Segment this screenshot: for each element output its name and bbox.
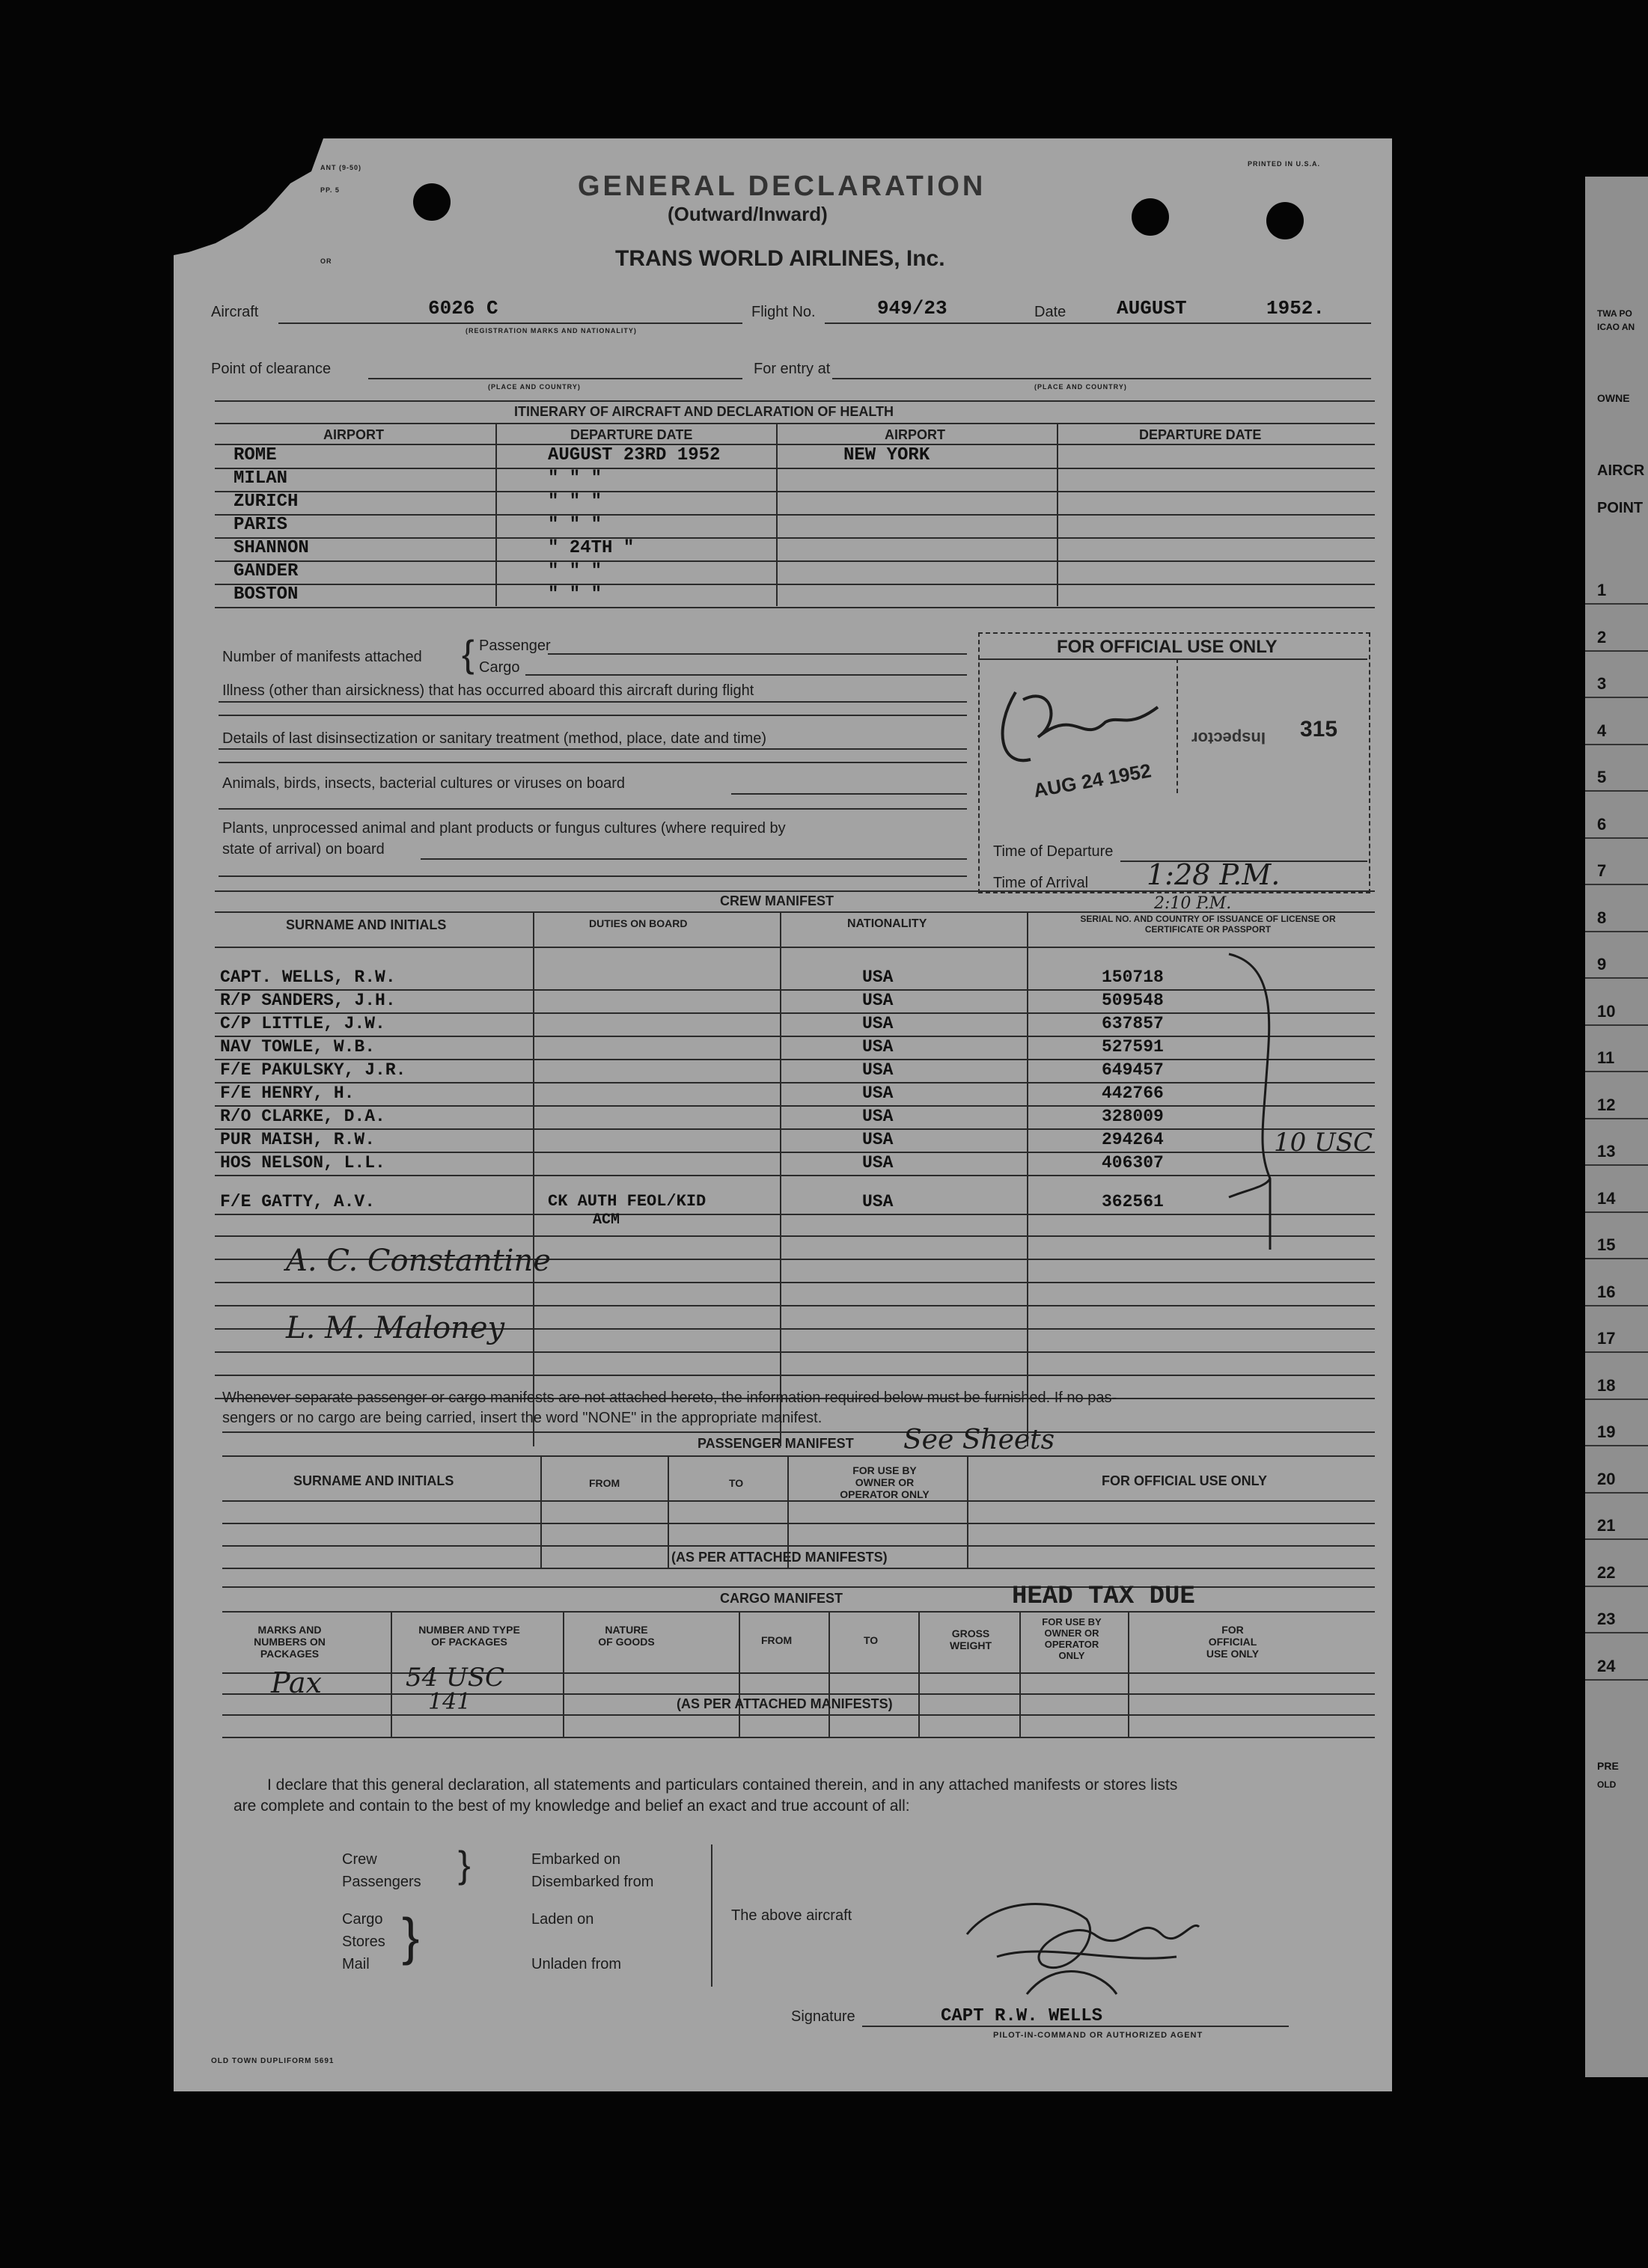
crew-bracket [1225, 950, 1330, 1250]
side-row-number: 8 [1597, 908, 1607, 927]
side-row-line [1585, 884, 1648, 885]
passenger-col-from: FROM [589, 1477, 620, 1489]
official-title: FOR OFFICIAL USE ONLY [1057, 637, 1278, 657]
cargo-title: CARGO MANIFEST [720, 1591, 843, 1606]
crew-serial: 509548 [1102, 991, 1164, 1010]
side-row-number: 4 [1597, 721, 1607, 740]
itinerary-date: " 24TH " [548, 538, 635, 558]
brace: } [402, 1907, 420, 1966]
crew-serial: 150718 [1102, 968, 1164, 987]
side-row-line [1585, 790, 1648, 792]
itinerary-date: " " " [548, 492, 602, 512]
crew-duty-2: ACM [593, 1211, 620, 1229]
entry-caption: (PLACE AND COUNTRY) [1034, 383, 1127, 391]
itinerary-row-line [215, 584, 1375, 585]
side-row-line [1585, 1258, 1648, 1259]
form-code: PP. 5 [320, 186, 340, 194]
itinerary-date: " " " [548, 561, 602, 581]
aircraft-value: 6026 C [428, 297, 498, 320]
cargo-attached: (AS PER ATTACHED MANIFESTS) [677, 1696, 893, 1711]
crew-nationality: USA [862, 1060, 894, 1080]
crew-name: NAV TOWLE, W.B. [220, 1037, 376, 1057]
side-row-number: 7 [1597, 861, 1607, 880]
form-code: ANT (9-50) [320, 164, 362, 171]
col-airport: AIRPORT [323, 427, 384, 442]
itinerary-row-line [215, 537, 1375, 539]
crew-serial: 442766 [1102, 1083, 1164, 1103]
notice-line-2: sengers or no cargo are being carried, insert the word "NONE" in the appropriate manifest. [222, 1410, 823, 1426]
footer-code: OLD TOWN DUPLIFORM 5691 [211, 2057, 335, 2065]
side-row-line [1585, 1164, 1648, 1166]
side-row-line [1585, 1118, 1648, 1119]
side-row-line [1585, 697, 1648, 698]
crew-blank-line [215, 1235, 1375, 1237]
side-row-line [1585, 1211, 1648, 1213]
decl-mail: Mail [342, 1956, 370, 1972]
cargo-col-owner: FOR USE BY OWNER OR OPERATOR ONLY [1042, 1616, 1102, 1661]
crew-title: CREW MANIFEST [720, 893, 834, 908]
cargo-hw-marks: Pax [271, 1666, 322, 1699]
decl-embarked: Embarked on [531, 1851, 620, 1868]
clearance-caption: (PLACE AND COUNTRY) [488, 383, 581, 391]
decl-cargo: Cargo [342, 1911, 383, 1928]
crew-nationality: USA [862, 1192, 894, 1211]
side-label: AIRCR [1597, 462, 1645, 479]
crew-nationality: USA [862, 1153, 894, 1173]
side-row-line [1585, 1586, 1648, 1587]
side-row-line [1585, 1305, 1648, 1306]
cargo-col-weight: GROSS WEIGHT [950, 1627, 992, 1651]
cargo-col-nature: NATURE OF GOODS [598, 1624, 655, 1648]
crew-nationality: USA [862, 991, 894, 1010]
col-departure: DEPARTURE DATE [570, 427, 693, 442]
crew-nationality: USA [862, 1083, 894, 1103]
punch-hole [413, 183, 451, 221]
side-label: OLD [1597, 1779, 1617, 1790]
printed-note: PRINTED IN U.S.A. [1248, 160, 1321, 168]
side-row-number: 23 [1597, 1610, 1616, 1628]
itinerary-row-line [215, 560, 1375, 562]
itinerary-row-line [215, 468, 1375, 469]
itinerary-date: " " " [548, 515, 602, 535]
decl-disembarked: Disembarked from [531, 1874, 654, 1890]
col-airport-2: AIRPORT [885, 427, 945, 442]
document-subtitle: (Outward/Inward) [668, 203, 828, 225]
departure-time-label: Time of Departure [993, 843, 1114, 860]
notice-line-1: Whenever separate passenger or cargo manifests are not attached hereto, the information required below must be furnished. If no pas- [222, 1390, 1117, 1406]
signature-label: Signature [791, 2008, 855, 2025]
punch-hole [1266, 202, 1304, 239]
head-tax-stamp: HEAD TAX DUE [1012, 1583, 1195, 1611]
official-signature [986, 677, 1180, 782]
cargo-col-to: TO [864, 1634, 879, 1646]
entry-label: For entry at [754, 361, 831, 377]
itinerary-airport-2: NEW YORK [843, 445, 930, 465]
captain-signature [952, 1889, 1206, 2009]
crew-col-name: SURNAME AND INITIALS [286, 917, 447, 932]
crew-nationality: USA [862, 1014, 894, 1033]
itinerary-airport: MILAN [234, 468, 288, 489]
crew-nationality: USA [862, 1107, 894, 1126]
passenger-label: Passenger [479, 638, 551, 654]
disinsect-label: Details of last disinsectization or sanitary treatment (method, place, date and time) [222, 730, 767, 747]
cargo-label: Cargo [479, 659, 520, 676]
itinerary-airport: ROME [234, 445, 277, 465]
flight-label: Flight No. [751, 304, 816, 320]
crew-col-serial: SERIAL NO. AND COUNTRY OF ISSUANCE OF LICENSE OR CERTIFICATE OR PASSPORT [1080, 914, 1336, 935]
cargo-col-marks: MARKS AND NUMBERS ON PACKAGES [254, 1624, 326, 1660]
decl-crew: Crew [342, 1851, 377, 1868]
crew-row-line [215, 1128, 1375, 1130]
signature-caption: PILOT-IN-COMMAND OR AUTHORIZED AGENT [993, 2031, 1203, 2040]
passenger-attached: (AS PER ATTACHED MANIFESTS) [671, 1550, 888, 1565]
aircraft-label: Aircraft [211, 304, 259, 320]
arrival-time-handwritten: 1:28 P.M. [1147, 858, 1281, 891]
decl-aircraft: The above aircraft [731, 1907, 852, 1924]
crew-col-nationality: NATIONALITY [847, 917, 927, 930]
crew-row-line [215, 1175, 1375, 1176]
illness-label: Illness (other than airsickness) that has occurred aboard this aircraft during flight [222, 682, 754, 699]
itinerary-date: " " " [548, 584, 602, 605]
crew-col-duties: DUTIES ON BOARD [589, 917, 688, 929]
side-row-line [1585, 744, 1648, 745]
side-row-number: 1 [1597, 581, 1607, 599]
crew-row-line [215, 1012, 1375, 1014]
side-label: OWNE [1597, 392, 1630, 404]
crew-row-line [215, 1036, 1375, 1037]
side-row-number: 21 [1597, 1516, 1616, 1535]
date-label: Date [1034, 304, 1066, 320]
crew-serial: 328009 [1102, 1107, 1164, 1126]
side-row-number: 13 [1597, 1142, 1616, 1161]
side-row-number: 3 [1597, 674, 1607, 693]
arrival-time-label: Time of Arrival [993, 875, 1089, 891]
brace: { [462, 633, 474, 675]
side-row-number: 9 [1597, 955, 1607, 973]
passenger-title: PASSENGER MANIFEST [698, 1436, 854, 1451]
side-row-number: 22 [1597, 1562, 1616, 1582]
decl-unladen: Unladen from [531, 1956, 622, 1972]
cargo-col-from: FROM [761, 1634, 793, 1646]
plants-label-2: state of arrival) on board [222, 841, 385, 858]
crew-serial: 649457 [1102, 1060, 1164, 1080]
side-label: PRE [1597, 1760, 1619, 1772]
date-value: AUGUST [1117, 297, 1187, 320]
crew-name: C/P LITTLE, J.W. [220, 1014, 385, 1033]
crew-name: PUR MAISH, R.W. [220, 1130, 376, 1149]
passenger-col-name: SURNAME AND INITIALS [293, 1473, 454, 1488]
stamp-text: Inspector [1191, 729, 1266, 748]
declaration-line-1: I declare that this general declaration, all statements and particulars contained therein, and in any attached manifests or stores lists [267, 1776, 1178, 1794]
passenger-col-official: FOR OFFICIAL USE ONLY [1102, 1473, 1268, 1488]
side-row-number: 24 [1597, 1656, 1616, 1675]
form-code: OR [320, 257, 332, 265]
side-row-number: 11 [1597, 1048, 1615, 1067]
side-row-number: 10 [1597, 1001, 1616, 1021]
punch-hole [1132, 198, 1169, 236]
side-row-line [1585, 1492, 1648, 1494]
year-value: 1952. [1266, 297, 1325, 320]
torn-corner [174, 138, 323, 288]
side-row-line [1585, 603, 1648, 605]
side-row-number: 19 [1597, 1422, 1616, 1441]
itinerary-airport: PARIS [234, 515, 288, 535]
side-row-line [1585, 1071, 1648, 1072]
crew-name: HOS NELSON, L.L. [220, 1153, 385, 1173]
passenger-hw-note: See Sheets [903, 1425, 1055, 1455]
side-label: TWA PO [1597, 308, 1632, 319]
adjacent-sheet [1585, 177, 1648, 2077]
side-row-number: 20 [1597, 1469, 1616, 1488]
crew-row-line [215, 1152, 1375, 1153]
side-row-number: 18 [1597, 1375, 1616, 1395]
side-row-number: 6 [1597, 814, 1607, 834]
side-row-number: 16 [1597, 1282, 1616, 1301]
brace: } [458, 1844, 471, 1886]
side-row-number: 17 [1597, 1329, 1616, 1348]
itinerary-row-line [215, 607, 1375, 608]
side-row-number: 5 [1597, 768, 1607, 786]
side-row-line [1585, 1445, 1648, 1446]
col-departure-2: DEPARTURE DATE [1139, 427, 1262, 442]
side-row-line [1585, 1351, 1648, 1353]
itinerary-airport: GANDER [234, 561, 299, 581]
crew-nationality: USA [862, 1037, 894, 1057]
crew-hw-name-2: L. M. Maloney [286, 1311, 505, 1345]
side-row-number: 15 [1597, 1235, 1616, 1254]
side-row-number: 12 [1597, 1095, 1616, 1114]
crew-name: CAPT. WELLS, R.W. [220, 968, 396, 987]
crew-serial: 527591 [1102, 1037, 1164, 1057]
crew-nationality: USA [862, 968, 894, 987]
side-row-number: 2 [1597, 627, 1607, 647]
crew-name: R/P SANDERS, J.H. [220, 991, 396, 1010]
crew-blank-line [215, 1305, 1375, 1306]
itinerary-row-line [215, 514, 1375, 516]
crew-row-line [215, 1214, 1375, 1215]
itinerary-airport: ZURICH [234, 492, 299, 512]
crew-serial: 294264 [1102, 1130, 1164, 1149]
side-row-line [1585, 1399, 1648, 1400]
stamp-date: AUG 24 1952 [1031, 759, 1153, 802]
crew-blank-line [215, 1375, 1375, 1376]
crew-name: F/E HENRY, H. [220, 1083, 355, 1103]
plants-label-1: Plants, unprocessed animal and plant products or fungus cultures (where required by [222, 820, 786, 837]
side-row-line [1585, 1538, 1648, 1540]
cargo-hw-number: 54 USC [406, 1663, 505, 1693]
arrival-time-handwritten-2: 2:10 P.M. [1154, 894, 1232, 913]
side-row-line [1585, 931, 1648, 932]
itinerary-row-line [215, 491, 1375, 492]
stamp-number: 315 [1300, 717, 1338, 742]
side-row-line [1585, 977, 1648, 979]
side-row-number: 14 [1597, 1188, 1616, 1208]
crew-serial: 406307 [1102, 1153, 1164, 1173]
declaration-line-2: are complete and contain to the best of my knowledge and belief an exact and true account of all: [234, 1797, 910, 1815]
cargo-hw-number-2: 141 [428, 1689, 471, 1715]
crew-serial: 362561 [1102, 1192, 1164, 1211]
side-row-line [1585, 650, 1648, 652]
side-row-line [1585, 1632, 1648, 1633]
crew-serial: 637857 [1102, 1014, 1164, 1033]
cargo-col-number: NUMBER AND TYPE OF PACKAGES [418, 1624, 520, 1648]
company-name: TRANS WORLD AIRLINES, Inc. [615, 246, 945, 271]
animals-label: Animals, birds, insects, bacterial cultures or viruses on board [222, 775, 626, 792]
document-title: GENERAL DECLARATION [578, 171, 986, 202]
general-declaration-form [174, 138, 1392, 2091]
crew-row-line [215, 1105, 1375, 1107]
clearance-label: Point of clearance [211, 361, 332, 377]
flight-value: 949/23 [877, 297, 947, 320]
crew-blank-line [215, 1282, 1375, 1283]
crew-name: F/E PAKULSKY, J.R. [220, 1060, 406, 1080]
itinerary-title: ITINERARY OF AIRCRAFT AND DECLARATION OF HEALTH [514, 404, 894, 419]
crew-blank-line [215, 1351, 1375, 1353]
itinerary-airport: BOSTON [234, 584, 299, 605]
signature-typed: CAPT R.W. WELLS [941, 2006, 1103, 2026]
decl-passengers: Passengers [342, 1874, 421, 1890]
itinerary-date: AUGUST 23RD 1952 [548, 445, 721, 465]
crew-hw-name-1: A. C. Constantine [286, 1244, 551, 1278]
manifests-label: Number of manifests attached [222, 649, 422, 665]
itinerary-date: " " " [548, 468, 602, 489]
decl-stores: Stores [342, 1934, 385, 1950]
crew-duty: CK AUTH FEOL/KID [548, 1192, 706, 1211]
itinerary-airport: SHANNON [234, 538, 309, 558]
side-row-line [1585, 1679, 1648, 1681]
side-row-line [1585, 1024, 1648, 1026]
decl-laden: Laden on [531, 1911, 594, 1928]
crew-bracket-note: 10 USC [1274, 1128, 1373, 1158]
aircraft-caption: (REGISTRATION MARKS AND NATIONALITY) [466, 327, 637, 334]
side-label: ICAO AN [1597, 322, 1635, 332]
crew-name: F/E GATTY, A.V. [220, 1192, 376, 1211]
passenger-col-owner: FOR USE BY OWNER OR OPERATOR ONLY [840, 1464, 930, 1500]
side-row-line [1585, 837, 1648, 839]
crew-name: R/O CLARKE, D.A. [220, 1107, 385, 1126]
side-label: POINT [1597, 500, 1644, 516]
cargo-col-official: FOR OFFICIAL USE ONLY [1206, 1624, 1260, 1660]
crew-row-line [215, 1082, 1375, 1083]
crew-nationality: USA [862, 1130, 894, 1149]
passenger-col-to: TO [729, 1477, 744, 1489]
